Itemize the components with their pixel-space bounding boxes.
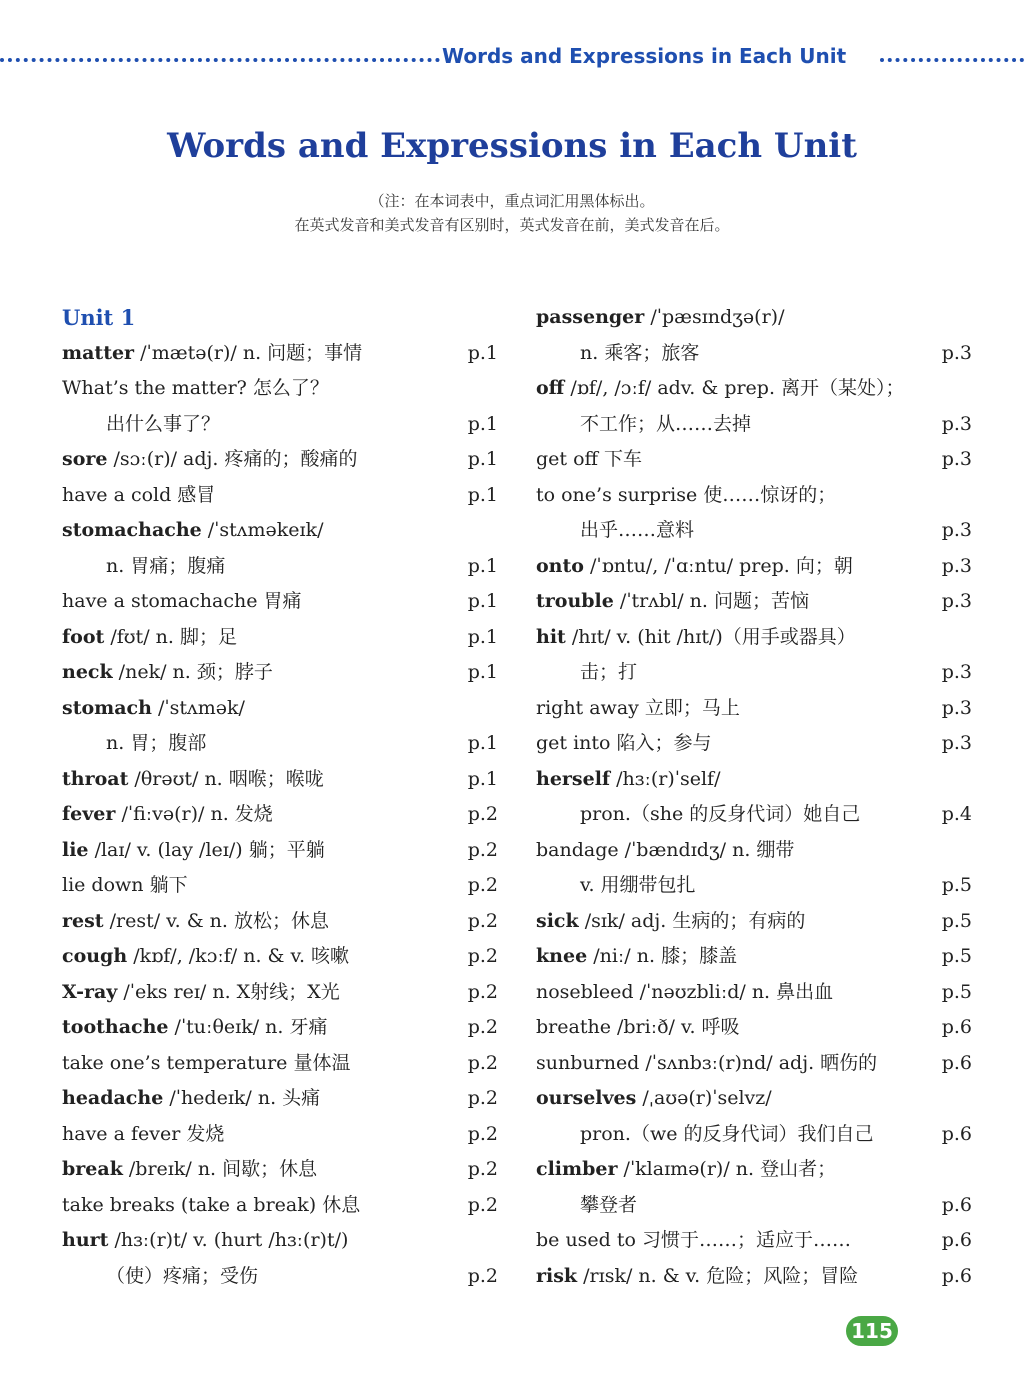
entry-text: n. 胃；腹部	[106, 732, 207, 754]
page-ref: p.1	[467, 625, 498, 648]
entry-row	[536, 549, 972, 585]
entry-row	[536, 691, 972, 727]
entry-row	[62, 407, 498, 443]
headword: risk	[536, 1264, 578, 1287]
page-ref: p.2	[467, 1051, 498, 1074]
dotted-rule-left	[0, 58, 440, 62]
entry-row	[536, 939, 972, 975]
headword: climber	[536, 1158, 618, 1180]
entry-row	[62, 797, 498, 833]
entry-row	[62, 691, 498, 727]
headword: herself	[536, 767, 611, 790]
page-ref: p.1	[467, 448, 498, 470]
entry-text: 攀登者	[580, 1193, 638, 1216]
page-ref: p.1	[467, 732, 498, 754]
entry-row	[62, 584, 498, 620]
entry-text: 不工作；从……去掉	[580, 412, 752, 435]
entry-text: have a cold 感冒	[62, 483, 216, 506]
page-ref: p.1	[467, 483, 498, 506]
entry-row	[62, 1117, 498, 1153]
entry-row	[536, 442, 972, 478]
page-ref: p.5	[941, 909, 972, 932]
entry-text: /breɪk/ n. 间歇；休息	[122, 1158, 318, 1180]
entry-text: /ˌaʊə(r)ˈselvz/	[636, 1087, 772, 1109]
entry-text: /ˈeks reɪ/ n. X射线；X光	[117, 980, 340, 1003]
page-ref: p.2	[467, 980, 498, 1003]
headword: ourselves	[536, 1087, 637, 1109]
entry-text: right away 立即；马上	[536, 696, 740, 719]
page-ref: p.6	[941, 1229, 972, 1251]
headword: throat	[62, 767, 129, 790]
page-ref: p.6	[941, 1016, 972, 1038]
entry-row	[62, 1152, 498, 1188]
entry-row	[62, 868, 498, 904]
entry-text: take one’s temperature 量体温	[62, 1051, 351, 1074]
headword: hurt	[62, 1229, 109, 1251]
page-ref: p.1	[467, 412, 498, 435]
page-ref: p.3	[941, 732, 972, 754]
entry-text: /ɒf/, /ɔːf/ adv. & prep. 离开（某处）；	[564, 377, 905, 399]
entry-text: /rest/ v. & n. 放松；休息	[103, 909, 329, 932]
headword: X-ray	[62, 980, 118, 1003]
entry-row	[62, 513, 498, 549]
entry-row	[62, 336, 498, 372]
headword: rest	[62, 909, 104, 932]
entry-text: to one’s surprise 使……惊讶的；	[536, 483, 837, 506]
page-ref: p.3	[941, 661, 972, 683]
headword: knee	[536, 945, 588, 967]
entry-text: /ˈklaɪmə(r)/ n. 登山者；	[617, 1158, 837, 1180]
headword: stomach	[62, 696, 152, 719]
headword: passenger	[536, 306, 645, 328]
entry-text: /sɔː(r)/ adj. 疼痛的；酸痛的	[107, 448, 358, 470]
page-ref: p.2	[467, 874, 498, 896]
entry-text: pron.（she 的反身代词）她自己	[580, 803, 861, 825]
page-ref: p.1	[467, 554, 498, 577]
page-ref: p.2	[467, 838, 498, 861]
page-ref: p.2	[467, 1158, 498, 1180]
unit-heading-row	[62, 300, 498, 336]
page-ref: p.2	[467, 1016, 498, 1038]
entry-text: breathe /briːð/ v. 呼吸	[536, 1016, 740, 1038]
entry-text: get into 陷入；参与	[536, 732, 712, 754]
entry-text: take breaks (take a break) 休息	[62, 1193, 361, 1216]
entry-text: v. 用绷带包扎	[580, 874, 696, 896]
headword: foot	[62, 625, 105, 648]
entry-text: pron.（we 的反身代词）我们自己	[580, 1122, 874, 1145]
entry-row	[62, 549, 498, 585]
page-ref: p.1	[467, 661, 498, 683]
entry-text: 出什么事了？	[106, 412, 221, 435]
entry-row	[62, 442, 498, 478]
page-ref: p.1	[467, 341, 498, 364]
entry-text: /fʊt/ n. 脚；足	[104, 625, 237, 648]
entry-text: sunburned /ˈsʌnbɜː(r)nd/ adj. 晒伤的	[536, 1051, 878, 1074]
entry-row	[536, 726, 972, 762]
entry-text: /ˈpæsɪndʒə(r)/	[644, 306, 785, 328]
entry-row	[536, 1117, 972, 1153]
entry-text: /ˈfiːvə(r)/ n. 发烧	[115, 803, 273, 825]
entry-row	[62, 620, 498, 656]
entry-text: /ˈtrʌbl/ n. 问题；苦恼	[613, 590, 809, 612]
entry-row	[536, 584, 972, 620]
entry-row	[536, 975, 972, 1011]
entry-text: nosebleed /ˈnəʊzbliːd/ n. 鼻出血	[536, 980, 834, 1003]
headword: lie	[62, 838, 89, 861]
page-ref: p.3	[941, 412, 972, 435]
entry-row	[536, 1152, 972, 1188]
entry-row	[536, 478, 972, 514]
headword: neck	[62, 661, 113, 683]
page-ref: p.2	[467, 1122, 498, 1145]
page-ref: p.2	[467, 1087, 498, 1109]
entry-text: /rɪsk/ n. & v. 危险；风险；冒险	[577, 1264, 859, 1287]
entry-row	[62, 1081, 498, 1117]
entry-row	[536, 336, 972, 372]
entry-text: have a stomachache 胃痛	[62, 590, 302, 612]
entry-row	[536, 762, 972, 798]
entry-text: n. 乘客；旅客	[580, 341, 700, 364]
headword: break	[62, 1158, 123, 1180]
page-ref: p.4	[941, 803, 972, 825]
entry-text: /hɜː(r)ˈself/	[610, 767, 721, 790]
entry-text: /ˈtuːθeɪk/ n. 牙痛	[168, 1016, 328, 1038]
page-ref: p.6	[941, 1264, 972, 1287]
entry-row	[536, 904, 972, 940]
entry-row	[536, 797, 972, 833]
headword: onto	[536, 554, 584, 577]
headword: hit	[536, 625, 566, 648]
left-column	[62, 300, 498, 1294]
page-ref: p.5	[941, 874, 972, 896]
entry-row	[62, 1259, 498, 1295]
page-ref: p.2	[467, 1264, 498, 1287]
page-ref: p.2	[467, 1193, 498, 1216]
entry-text: /laɪ/ v. (lay /leɪ/) 躺；平躺	[88, 838, 325, 861]
unit-heading: Unit 1	[62, 305, 136, 330]
entry-row	[536, 655, 972, 691]
entry-text: 击；打	[580, 661, 638, 683]
entry-text: be used to 习惯于……；适应于……	[536, 1229, 851, 1251]
page-ref: p.2	[467, 945, 498, 967]
entry-text: /nek/ n. 颈；脖子	[112, 661, 273, 683]
page-ref: p.5	[941, 945, 972, 967]
entry-row	[536, 371, 972, 407]
entry-row	[62, 478, 498, 514]
page-ref: p.1	[467, 767, 498, 790]
entry-row	[62, 655, 498, 691]
entry-text: /kɒf/, /kɔːf/ n. & v. 咳嗽	[127, 945, 350, 967]
page-title: Words and Expressions in Each Unit	[167, 126, 857, 166]
entry-row	[62, 1046, 498, 1082]
entry-row	[536, 1081, 972, 1117]
entry-text: bandage /ˈbændɪdʒ/ n. 绷带	[536, 838, 795, 861]
headword: sick	[536, 909, 579, 932]
page-ref: p.3	[941, 554, 972, 577]
page-ref: p.6	[941, 1122, 972, 1145]
running-head	[0, 40, 1024, 76]
page-ref: p.2	[467, 803, 498, 825]
entry-row	[536, 1223, 972, 1259]
entry-row	[62, 939, 498, 975]
entry-row	[536, 1259, 972, 1295]
page-ref: p.6	[941, 1193, 972, 1216]
page-ref: p.5	[941, 980, 972, 1003]
entry-text: 出乎……意料	[580, 519, 695, 541]
page-ref: p.3	[941, 590, 972, 612]
page-ref: p.6	[941, 1051, 972, 1074]
headword: trouble	[536, 590, 614, 612]
entry-row	[62, 1010, 498, 1046]
entry-row	[536, 1046, 972, 1082]
entry-row	[62, 904, 498, 940]
entry-text: /niː/ n. 膝；膝盖	[587, 945, 738, 967]
entry-row	[536, 300, 972, 336]
entry-text: （使）疼痛；受伤	[106, 1264, 259, 1287]
headword: sore	[62, 448, 108, 470]
note-line-2: 在英式发音和美式发音有区别时，英式发音在前，美式发音在后。	[294, 216, 730, 234]
page-ref: p.3	[941, 448, 972, 470]
headword: cough	[62, 945, 128, 967]
page-ref: p.3	[941, 341, 972, 364]
entry-row	[62, 833, 498, 869]
entry-text: n. 胃痛；腹痛	[106, 554, 226, 577]
page-ref: p.2	[467, 909, 498, 932]
headword: stomachache	[62, 519, 202, 541]
entry-row	[536, 407, 972, 443]
headword: toothache	[62, 1016, 169, 1038]
headword: headache	[62, 1087, 164, 1109]
entry-row	[536, 833, 972, 869]
headword: off	[536, 377, 565, 399]
entry-row	[62, 371, 498, 407]
entry-row	[62, 1223, 498, 1259]
entry-text: lie down 躺下	[62, 874, 188, 896]
entry-text: /ˈstʌmək/	[151, 696, 245, 719]
entry-row	[536, 1010, 972, 1046]
page-ref: p.3	[941, 519, 972, 541]
entry-row	[62, 762, 498, 798]
entry-text: /ˈmætə(r)/ n. 问题；事情	[134, 341, 363, 364]
entry-row	[536, 620, 972, 656]
headword: matter	[62, 341, 135, 364]
entry-row	[536, 513, 972, 549]
entry-text: have a fever 发烧	[62, 1122, 225, 1145]
entry-text: /hɪt/ v. (hit /hɪt/)（用手或器具）	[565, 625, 856, 648]
entry-text: /ˈɒntu/, /ˈɑːntu/ prep. 向；朝	[583, 554, 853, 577]
headword: fever	[62, 803, 116, 825]
entry-text: What’s the matter? 怎么了？	[62, 377, 329, 399]
entry-row	[62, 726, 498, 762]
entry-text: /θrəʊt/ n. 咽喉；喉咙	[128, 767, 324, 790]
note-line-1: （注：在本词表中，重点词汇用黑体标出。	[369, 192, 655, 210]
dotted-rule-right	[880, 58, 1024, 62]
entry-text: get off 下车	[536, 448, 643, 470]
entry-text: /sɪk/ adj. 生病的；有病的	[578, 909, 806, 932]
entry-row	[62, 1188, 498, 1224]
page-ref: p.3	[941, 696, 972, 719]
entry-row	[536, 1188, 972, 1224]
entry-row	[62, 975, 498, 1011]
right-column	[536, 300, 972, 1294]
entry-row	[536, 868, 972, 904]
running-head-title: Words and Expressions in Each Unit	[442, 44, 847, 68]
page-number-badge: 115	[846, 1316, 898, 1346]
entry-text: /hɜː(r)t/ v. (hurt /hɜː(r)t/)	[108, 1229, 349, 1251]
entry-text: /ˈstʌməkeɪk/	[201, 519, 324, 541]
page-ref: p.1	[467, 590, 498, 612]
entry-text: /ˈhedeɪk/ n. 头痛	[163, 1087, 321, 1109]
